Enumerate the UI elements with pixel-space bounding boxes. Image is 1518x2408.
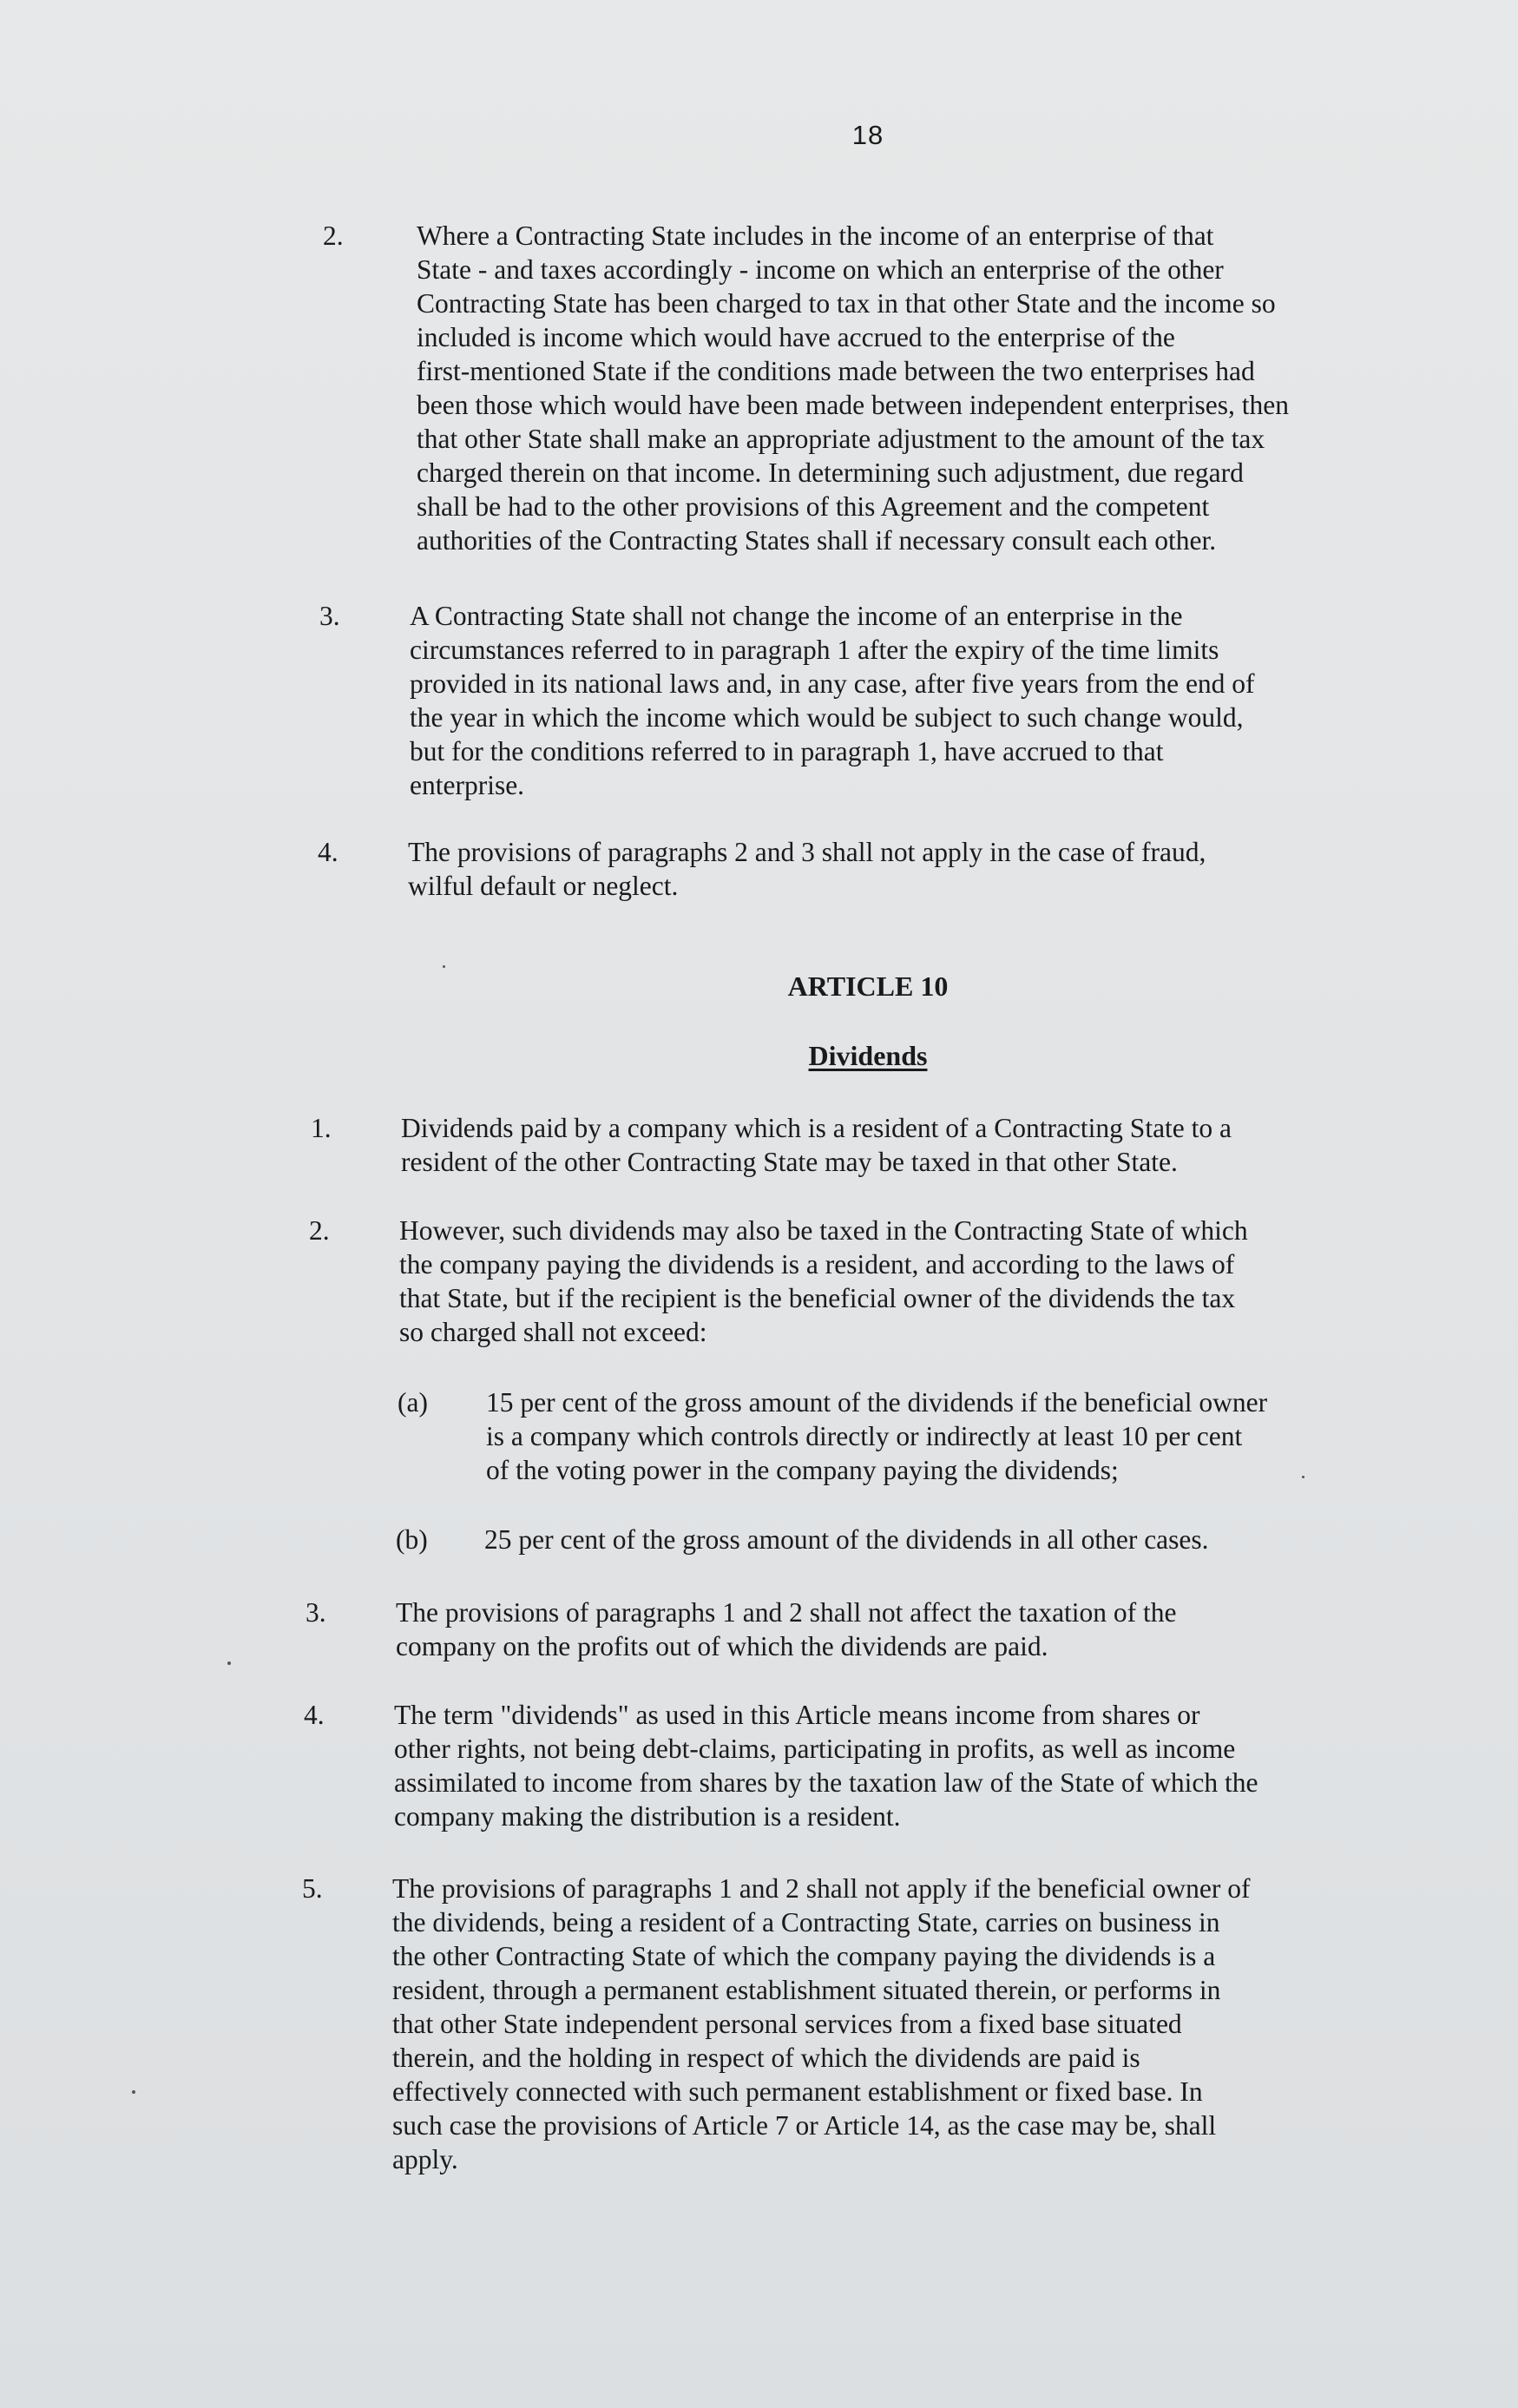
paragraph-text: Dividends paid by a company which is a resident of a Contracting State to a resident of the other Contracting State may be taxed in that other State. — [401, 1113, 1232, 1177]
paragraph-number: 5. — [302, 1873, 323, 1904]
paragraph-number: 1. — [311, 1113, 332, 1143]
dividends-heading: Dividends — [808, 1040, 928, 1071]
paragraph-number: 2. — [323, 220, 344, 251]
subparagraph-letter: (b) — [396, 1524, 428, 1555]
paragraph-text: The provisions of paragraphs 1 and 2 shall not apply if the beneficial owner of the dividends, being a resident of a Contracting State, carries on business in the other Contracting State of which the company paying the dividends is a resident, through a permanent establishment situated therein, or performs in that other State independent personal services from a fixed base situated therein, and the holding in respect of which the dividends are paid is effectively connected with such permanent establishment or fixed base. In such case the provisions of Article 7 or Article 14, as the case may be, shall apply. — [392, 1873, 1251, 2174]
paragraph-text: However, such dividends may also be taxed in the Contracting State of which the company paying the dividends is a resident, and according to the laws of that State, but if the recipient is the beneficial owner of the dividends the tax so charged shall not exceed: — [399, 1215, 1248, 1347]
paragraph-number: 4. — [304, 1700, 325, 1730]
scan-speck — [227, 1661, 231, 1665]
paragraph-number: 2. — [309, 1215, 330, 1246]
paragraph-number: 3. — [319, 601, 340, 631]
scan-speck — [132, 2090, 135, 2094]
scan-speck — [1302, 1476, 1304, 1478]
article-10-title: ARTICLE 10 — [787, 970, 949, 1002]
paragraph-text: Where a Contracting State includes in the income of an enterprise of that State - and taxes accordingly - income on which an enterprise of the other Contracting State has been charged to tax in that other State and the income so included is income which would have accrued to the enterprise of the first-mentioned State if the conditions made between the two enterprises had been those which would have been made between independent enterprises, then that other State shall make an appropriate adjustment to the amount of the tax charged therein on that income. In determining such adjustment, due regard shall be had to the other provisions of this Agreement and the competent authorities of the Contracting States shall if necessary consult each other. — [417, 220, 1290, 556]
paragraph-text: The provisions of paragraphs 2 and 3 shall not apply in the case of fraud, wilful default or neglect. — [408, 837, 1206, 901]
subparagraph-text: 25 per cent of the gross amount of the dividends in all other cases. — [484, 1524, 1209, 1555]
article-10-subtitle — [0, 1040, 1518, 1072]
page-number: 18 — [851, 120, 884, 150]
paragraph-number: 3. — [306, 1597, 326, 1628]
subparagraph-text: 15 per cent of the gross amount of the dividends if the beneficial owner is a company which controls directly or indirectly at least 10 per cent of the voting power in the company paying the dividends; — [486, 1387, 1268, 1485]
subparagraph-letter: (a) — [398, 1387, 428, 1418]
paragraph-text: The term "dividends" as used in this Article means income from shares or other rights, not being debt-claims, participating in profits, as well as income assimilated to income from shares by the taxation law of the State of which the company making the distribution is a resident. — [394, 1700, 1258, 1832]
scan-speck — [443, 965, 445, 968]
paragraph-text: A Contracting State shall not change the income of an enterprise in the circumstances referred to in paragraph 1 after the expiry of the time limits provided in its national laws and, in any case, after five years from the end of the year in which the income which would be subject to such change would, but for the conditions referred to in paragraph 1, have accrued to that enterprise. — [410, 601, 1255, 800]
paragraph-text: The provisions of paragraphs 1 and 2 shall not affect the taxation of the company on the profits out of which the dividends are paid. — [396, 1597, 1177, 1661]
paragraph-number: 4. — [318, 837, 338, 867]
